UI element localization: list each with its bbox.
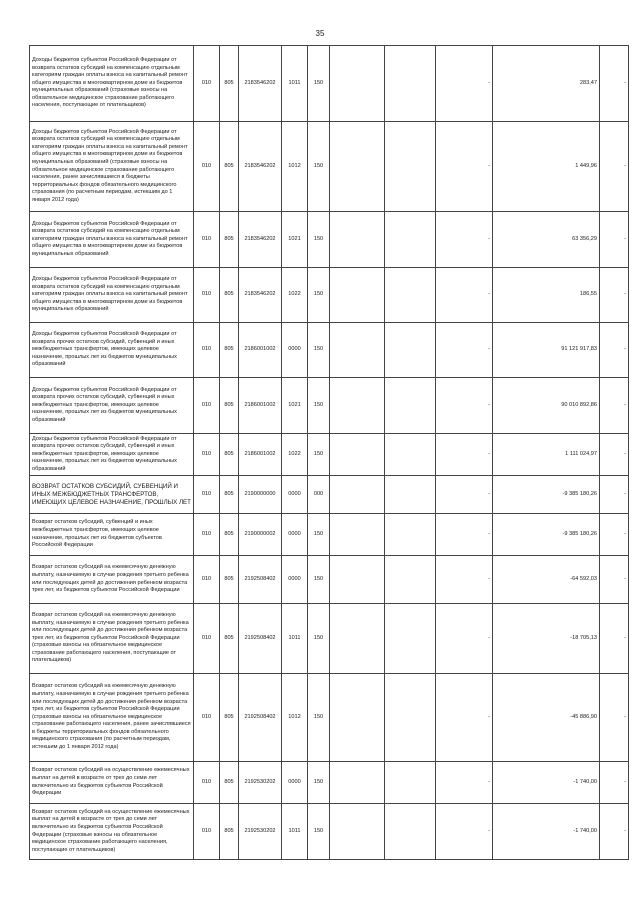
econ-code-cell: 150	[308, 762, 330, 804]
execution-cell: -	[436, 604, 493, 674]
row-name-cell: Доходы бюджетов субъектов Российской Федерации от возврата остатков субсидий на компенсацию отдельным категориям граждан оплаты взноса на капитальный ремонт общего имущества в многоквартирном доме из бюджетов муниципальных образований (страховые взносы на обязательное медицинское страхование работающего населения, ранее зачислявшиеся в бюджеты территориальных фондов обязательного медицинского страхования (по расчетным периодам, истекшим до 1 января 2012 года)	[30, 122, 194, 212]
code-cell: 010	[194, 604, 220, 674]
row-name-cell: Возврат остатков субсидий на ежемесячную денежную выплату, назначаемую в случае рождения третьего ребенка или последующих детей до достижения ребенком возраста трех лет, из бюджетов субъектов Российской Федерации (страховые взносы на обязательное медицинское страхование работающего населения, ранее зачислявшиеся в бюджеты территориальных фондов обязательного медицинского страхования (по расчетным периодам, истекшим до 1 января 2012 года)	[30, 674, 194, 762]
table-body	[30, 46, 629, 860]
classification-code-cell: 2183546202	[239, 46, 282, 122]
execution-cell: -	[436, 434, 493, 476]
amount-cell: 186,55	[493, 268, 600, 323]
classification-code-cell: 2192508402	[239, 556, 282, 604]
table-row	[30, 804, 629, 860]
execution-cell: -	[436, 268, 493, 323]
amount-cell: 63 356,29	[493, 212, 600, 268]
admin-code-cell: 805	[220, 378, 239, 434]
code-cell: 010	[194, 122, 220, 212]
program-code-cell: 1011	[282, 804, 308, 860]
table-row	[30, 674, 629, 762]
table-row	[30, 434, 629, 476]
empty-cell	[330, 804, 385, 860]
last-cell: -	[600, 762, 629, 804]
admin-code-cell: 805	[220, 674, 239, 762]
classification-code-cell: 2192530202	[239, 762, 282, 804]
code-cell: 010	[194, 212, 220, 268]
amount-cell: -1 740,00	[493, 762, 600, 804]
empty-cell	[385, 434, 436, 476]
empty-cell	[330, 762, 385, 804]
empty-cell	[385, 476, 436, 514]
table-row	[30, 122, 629, 212]
amount-cell: -45 886,90	[493, 674, 600, 762]
program-code-cell: 0000	[282, 514, 308, 556]
code-cell: 010	[194, 46, 220, 122]
empty-cell	[385, 674, 436, 762]
code-cell: 010	[194, 434, 220, 476]
econ-code-cell: 150	[308, 804, 330, 860]
program-code-cell: 1022	[282, 268, 308, 323]
last-cell: -	[600, 212, 629, 268]
amount-cell: -1 740,00	[493, 804, 600, 860]
econ-code-cell: 150	[308, 556, 330, 604]
amount-cell: 1 111 024,97	[493, 434, 600, 476]
classification-code-cell: 2192530202	[239, 804, 282, 860]
program-code-cell: 1021	[282, 378, 308, 434]
code-cell: 010	[194, 476, 220, 514]
admin-code-cell: 805	[220, 476, 239, 514]
empty-cell	[330, 268, 385, 323]
empty-cell	[330, 323, 385, 378]
row-name-cell: Доходы бюджетов субъектов Российской Федерации от возврата остатков субсидий на компенсацию отдельным категориям граждан оплаты взноса на капитальный ремонт общего имущества в многоквартирном доме из бюджетов муниципальных образований	[30, 212, 194, 268]
table-row	[30, 762, 629, 804]
last-cell: -	[600, 804, 629, 860]
last-cell: -	[600, 674, 629, 762]
amount-cell: 90 010 892,86	[493, 378, 600, 434]
econ-code-cell: 150	[308, 323, 330, 378]
execution-cell: -	[436, 476, 493, 514]
classification-code-cell: 2186001002	[239, 434, 282, 476]
amount-cell: -9 385 180,26	[493, 514, 600, 556]
program-code-cell: 1022	[282, 434, 308, 476]
classification-code-cell: 2192508402	[239, 674, 282, 762]
admin-code-cell: 805	[220, 122, 239, 212]
code-cell: 010	[194, 674, 220, 762]
econ-code-cell: 150	[308, 46, 330, 122]
empty-cell	[385, 556, 436, 604]
program-code-cell: 0000	[282, 476, 308, 514]
empty-cell	[330, 476, 385, 514]
table-row	[30, 604, 629, 674]
empty-cell	[330, 556, 385, 604]
empty-cell	[385, 804, 436, 860]
classification-code-cell: 2190000000	[239, 476, 282, 514]
admin-code-cell: 805	[220, 46, 239, 122]
row-name-cell: Доходы бюджетов субъектов Российской Федерации от возврата прочих остатков субсидий, субвенций и иных межбюджетных трансфертов, имеющих целевое назначение, прошлых лет из бюджетов муниципальных образований	[30, 323, 194, 378]
econ-code-cell: 150	[308, 212, 330, 268]
row-name-cell: Доходы бюджетов субъектов Российской Федерации от возврата остатков субсидий на компенсацию отдельным категориям граждан оплаты взноса на капитальный ремонт общего имущества в многоквартирном доме из бюджетов муниципальных образований (страховые взносы на обязательное медицинское страхование работающего населения, поступающие от плательщиков)	[30, 46, 194, 122]
last-cell: -	[600, 46, 629, 122]
execution-cell: -	[436, 804, 493, 860]
empty-cell	[385, 212, 436, 268]
budget-revenue-table	[29, 45, 629, 860]
last-cell: -	[600, 604, 629, 674]
empty-cell	[330, 212, 385, 268]
row-name-cell: Доходы бюджетов субъектов Российской Федерации от возврата прочих остатков субсидий, субвенций и иных межбюджетных трансфертов, имеющих целевое назначение, прошлых лет из бюджетов муниципальных образований	[30, 378, 194, 434]
execution-cell: -	[436, 556, 493, 604]
admin-code-cell: 805	[220, 514, 239, 556]
execution-cell: -	[436, 46, 493, 122]
admin-code-cell: 805	[220, 556, 239, 604]
empty-cell	[330, 378, 385, 434]
execution-cell: -	[436, 323, 493, 378]
admin-code-cell: 805	[220, 604, 239, 674]
program-code-cell: 1012	[282, 674, 308, 762]
execution-cell: -	[436, 514, 493, 556]
table-row	[30, 476, 629, 514]
admin-code-cell: 805	[220, 268, 239, 323]
admin-code-cell: 805	[220, 323, 239, 378]
table-row	[30, 323, 629, 378]
amount-cell: 91 121 917,83	[493, 323, 600, 378]
row-name-cell: Доходы бюджетов субъектов Российской Федерации от возврата остатков субсидий на компенсацию отдельным категориям граждан оплаты взноса на капитальный ремонт общего имущества в многоквартирном доме из бюджетов муниципальных образований	[30, 268, 194, 323]
row-name-cell: Возврат остатков субсидий, субвенций и иных межбюджетных трансфертов, имеющих целевое назначение, прошлых лет из бюджетов субъектов Российской Федерации	[30, 514, 194, 556]
table-row	[30, 46, 629, 122]
execution-cell: -	[436, 762, 493, 804]
econ-code-cell: 150	[308, 378, 330, 434]
empty-cell	[330, 604, 385, 674]
empty-cell	[330, 514, 385, 556]
admin-code-cell: 805	[220, 212, 239, 268]
table-row	[30, 514, 629, 556]
row-name-cell: Возврат остатков субсидий на ежемесячную денежную выплату, назначаемую в случае рождения третьего ребенка или последующих детей до достижения ребенком возраста трех лет, из бюджетов субъектов Российской Федерации (страховые взносы на обязательное медицинское страхование работающего населения, поступающие от плательщиков)	[30, 604, 194, 674]
classification-code-cell: 2183546202	[239, 122, 282, 212]
classification-code-cell: 2186001002	[239, 378, 282, 434]
code-cell: 010	[194, 378, 220, 434]
classification-code-cell: 2186001002	[239, 323, 282, 378]
empty-cell	[385, 514, 436, 556]
last-cell: -	[600, 268, 629, 323]
last-cell: -	[600, 122, 629, 212]
last-cell: -	[600, 476, 629, 514]
program-code-cell: 1011	[282, 604, 308, 674]
empty-cell	[385, 762, 436, 804]
execution-cell: -	[436, 122, 493, 212]
econ-code-cell: 150	[308, 268, 330, 323]
empty-cell	[330, 46, 385, 122]
admin-code-cell: 805	[220, 762, 239, 804]
classification-code-cell: 2190000002	[239, 514, 282, 556]
empty-cell	[330, 674, 385, 762]
program-code-cell: 1012	[282, 122, 308, 212]
last-cell: -	[600, 556, 629, 604]
table-row	[30, 556, 629, 604]
program-code-cell: 1011	[282, 46, 308, 122]
page-number: 35	[315, 29, 325, 38]
row-name-cell: ВОЗВРАТ ОСТАТКОВ СУБСИДИЙ, СУБВЕНЦИЙ И ИНЫХ МЕЖБЮДЖЕТНЫХ ТРАНСФЕРТОВ, ИМЕЮЩИХ ЦЕЛЕВОЕ НАЗНАЧЕНИЕ, ПРОШЛЫХ ЛЕТ	[30, 476, 194, 514]
econ-code-cell: 150	[308, 514, 330, 556]
code-cell: 010	[194, 323, 220, 378]
empty-cell	[330, 122, 385, 212]
execution-cell: -	[436, 378, 493, 434]
last-cell: -	[600, 378, 629, 434]
last-cell: -	[600, 323, 629, 378]
amount-cell: -9 385 180,26	[493, 476, 600, 514]
empty-cell	[385, 46, 436, 122]
econ-code-cell: 150	[308, 674, 330, 762]
code-cell: 010	[194, 804, 220, 860]
program-code-cell: 0000	[282, 762, 308, 804]
empty-cell	[385, 323, 436, 378]
execution-cell: -	[436, 212, 493, 268]
admin-code-cell: 805	[220, 434, 239, 476]
amount-cell: 283,47	[493, 46, 600, 122]
code-cell: 010	[194, 556, 220, 604]
row-name-cell: Возврат остатков субсидий на осуществление ежемесячных выплат на детей в возрасте от трех до семи лет включительно из бюджетов субъектов Российской Федерации (страховые взносы на обязательное медицинское страхование работающего населения, поступающие от плательщиков)	[30, 804, 194, 860]
table-row	[30, 268, 629, 323]
amount-cell: 1 449,96	[493, 122, 600, 212]
admin-code-cell: 805	[220, 804, 239, 860]
classification-code-cell: 2192508402	[239, 604, 282, 674]
table-row	[30, 378, 629, 434]
econ-code-cell: 150	[308, 122, 330, 212]
empty-cell	[385, 268, 436, 323]
row-name-cell: Доходы бюджетов субъектов Российской Федерации от возврата прочих остатков субсидий, субвенций и иных межбюджетных трансфертов, имеющих целевое назначение, прошлых лет из бюджетов муниципальных образований	[30, 434, 194, 476]
econ-code-cell: 150	[308, 604, 330, 674]
econ-code-cell: 000	[308, 476, 330, 514]
last-cell: -	[600, 514, 629, 556]
empty-cell	[385, 122, 436, 212]
empty-cell	[385, 378, 436, 434]
classification-code-cell: 2183546202	[239, 212, 282, 268]
last-cell: -	[600, 434, 629, 476]
amount-cell: -18 705,13	[493, 604, 600, 674]
classification-code-cell: 2183546202	[239, 268, 282, 323]
code-cell: 010	[194, 268, 220, 323]
program-code-cell: 0000	[282, 556, 308, 604]
row-name-cell: Возврат остатков субсидий на ежемесячную денежную выплату, назначаемую в случае рождения третьего ребенка или последующих детей до достижения ребенком возраста трех лет, из бюджетов субъектов Российской Федерации	[30, 556, 194, 604]
execution-cell: -	[436, 674, 493, 762]
econ-code-cell: 150	[308, 434, 330, 476]
empty-cell	[330, 434, 385, 476]
amount-cell: -64 592,03	[493, 556, 600, 604]
table-row	[30, 212, 629, 268]
code-cell: 010	[194, 762, 220, 804]
empty-cell	[385, 604, 436, 674]
program-code-cell: 0000	[282, 323, 308, 378]
code-cell: 010	[194, 514, 220, 556]
row-name-cell: Возврат остатков субсидий на осуществление ежемесячных выплат на детей в возрасте от трех до семи лет включительно из бюджетов субъектов Российской Федерации	[30, 762, 194, 804]
program-code-cell: 1021	[282, 212, 308, 268]
